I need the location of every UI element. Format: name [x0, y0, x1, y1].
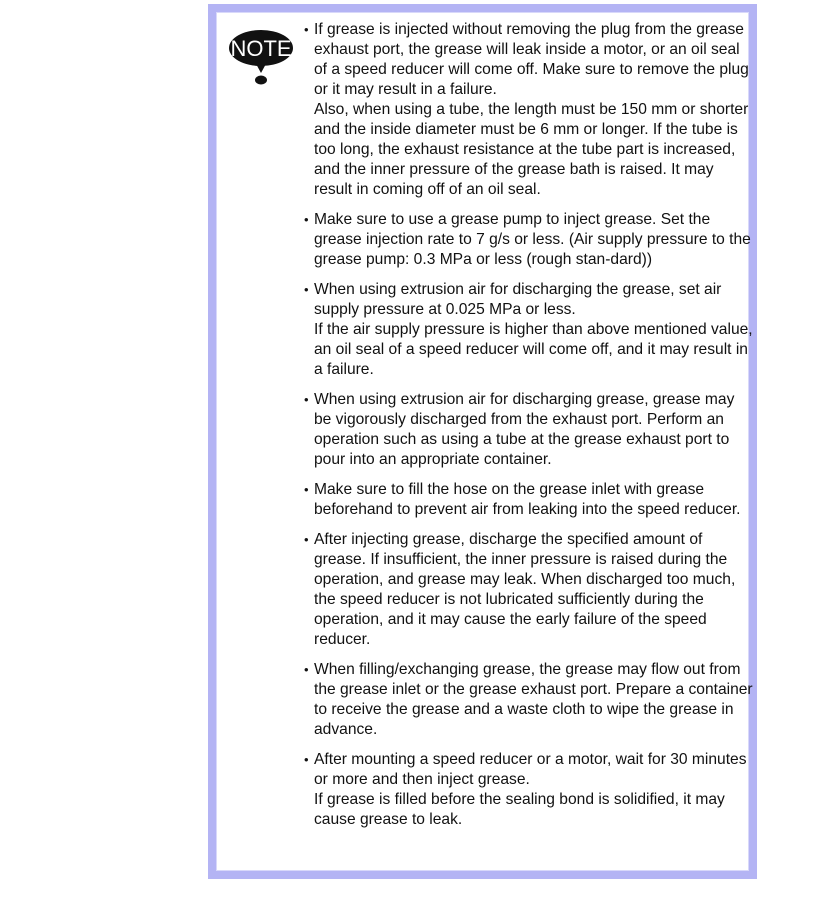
- note-paragraph: After injecting grease, discharge the specified amount of grease. If insufficient, the inner pressure is raised during the operation, and grease may leak. When discharged too much, the speed reducer is not lubricated sufficiently during the operation, and it may cause the early failure of the speed reducer.: [314, 531, 736, 648]
- note-speech-bubble-icon: [228, 28, 296, 90]
- note-list-item: [304, 20, 754, 200]
- bullet-icon: •: [304, 212, 309, 227]
- note-list-item: [304, 530, 754, 650]
- note-paragraph: Make sure to fill the hose on the grease inlet with grease beforehand to prevent air from leaking into the speed reducer.: [314, 481, 741, 518]
- note-label: NOTE: [230, 36, 292, 61]
- note-list-item: [304, 280, 754, 380]
- note-paragraph: Make sure to use a grease pump to inject grease. Set the grease injection rate to 7 g/s or less. (Air supply pressure to the grease pump: 0.3 MPa or less (rough stan-dard)): [314, 211, 751, 268]
- note-list: [304, 20, 754, 840]
- bullet-icon: •: [304, 662, 309, 677]
- note-paragraph: When using extrusion air for discharging the grease, set air supply pressure at 0.025 MPa or less.: [314, 281, 722, 318]
- note-list-item: [304, 210, 754, 270]
- note-list-item: [304, 660, 754, 740]
- note-paragraph: If grease is injected without removing the plug from the grease exhaust port, the grease will leak inside a motor, or an oil seal of a speed reducer will come off. Make sure to remove the plug or it may result in a failure.: [314, 21, 749, 98]
- note-dot: [255, 76, 267, 85]
- note-paragraph: When using extrusion air for discharging grease, grease may be vigorously discharged from the exhaust port. Perform an operation such as using a tube at the grease exhaust port to pour into an appropriate container.: [314, 391, 735, 468]
- note-paragraph: When filling/exchanging grease, the grease may flow out from the grease inlet or the grease exhaust port. Prepare a container to receive the grease and a waste cloth to wipe the grease in advance.: [314, 661, 753, 738]
- bullet-icon: •: [304, 282, 309, 297]
- note-list-item: [304, 390, 754, 470]
- bullet-icon: •: [304, 482, 309, 497]
- bullet-icon: •: [304, 752, 309, 767]
- note-list-item: [304, 750, 754, 830]
- bullet-icon: •: [304, 22, 309, 37]
- note-paragraph: Also, when using a tube, the length must be 150 mm or shorter and the inside diameter must be 6 mm or longer. If the tube is too long, the exhaust resistance at the tube part is increased, and the inner pressure of the grease bath is raised. It may result in coming off of an oil seal.: [314, 101, 749, 198]
- note-paragraph: If grease is filled before the sealing bond is solidified, it may cause grease to leak.: [314, 791, 725, 828]
- note-box: [208, 4, 757, 879]
- bullet-icon: •: [304, 532, 309, 547]
- note-paragraph: After mounting a speed reducer or a motor, wait for 30 minutes or more and then inject grease.: [314, 751, 747, 788]
- note-paragraph: If the air supply pressure is higher than above mentioned value, an oil seal of a speed reducer will come off, and it may result in a failure.: [314, 321, 753, 378]
- note-list-item: [304, 480, 754, 520]
- bullet-icon: •: [304, 392, 309, 407]
- note-icon: [228, 28, 296, 90]
- note-bubble-tail: [255, 62, 267, 73]
